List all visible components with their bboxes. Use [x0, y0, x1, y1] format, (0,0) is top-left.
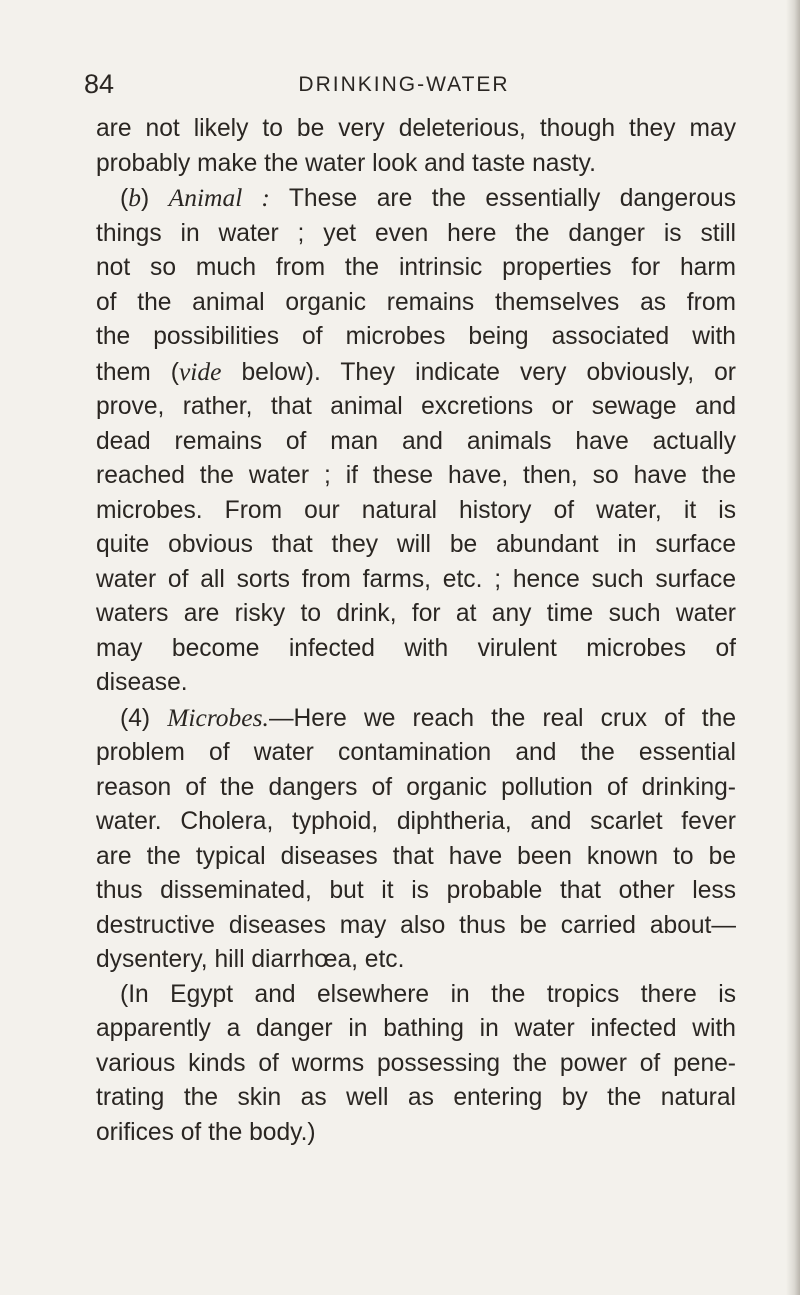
text-line [96, 701, 736, 737]
text-line [96, 736, 736, 771]
text-segment: below). They indicate very obviously, or [221, 358, 736, 386]
italic-text: Microbes. [167, 702, 269, 732]
text-segment: dead remains of man and animals have actually [96, 427, 736, 455]
text-segment: dysentery, hill diarrhœa, etc. [96, 946, 405, 973]
text-line [96, 597, 736, 632]
text-segment: apparently a danger in bathing in water infected with [96, 1015, 736, 1042]
text-line [96, 320, 736, 355]
text-segment: water. Cholera, typhoid, diphtheria, and scarlet fever [96, 808, 736, 835]
text-segment: problem of water contamination and the essential [96, 739, 736, 766]
text-line [96, 1081, 736, 1116]
text-segment: water of all sorts from farms, etc. ; hence such surface [96, 565, 736, 593]
text-segment: ( [120, 185, 129, 212]
text-line [96, 771, 736, 806]
text-line [96, 390, 736, 425]
text-segment: things in water ; yet even here the danger is still [96, 219, 736, 247]
text-segment: probably make the water look and taste nasty. [96, 149, 596, 177]
text-line [96, 666, 736, 701]
text-line [96, 528, 736, 563]
text-line [96, 112, 736, 147]
text-line [96, 805, 736, 840]
text-line [96, 425, 736, 460]
text-segment: reason of the dangers of organic pollution of drinking- [96, 773, 736, 801]
italic-text: vide [178, 356, 222, 386]
text-line [96, 286, 736, 321]
text-segment: various kinds of worms possessing the power of pene- [96, 1049, 736, 1077]
text-segment: ) [140, 185, 169, 212]
text-line [96, 978, 736, 1013]
text-segment: destructive diseases may also thus be carried about— [96, 911, 736, 939]
text-line [96, 494, 736, 529]
text-segment: (In Egypt and elsewhere in the tropics there is [120, 980, 736, 1008]
text-line [96, 251, 736, 286]
text-segment: trating the skin as well as entering by the natural [96, 1084, 736, 1111]
text-segment: are not likely to be very deleterious, though they may [96, 115, 736, 142]
text-segment: reached the water ; if these have, then, so have the [96, 462, 736, 489]
text-segment: orifices of the body.) [96, 1118, 316, 1146]
text-line [96, 147, 736, 182]
running-head: DRINKING-WATER [298, 73, 510, 96]
page-edge-shadow [786, 0, 800, 1295]
text-line [96, 943, 736, 978]
text-line [96, 1047, 736, 1082]
page-header [84, 68, 724, 100]
text-segment: waters are risky to drink, for at any time such water [96, 600, 736, 627]
text-segment: (4) [120, 704, 168, 732]
text-segment: them ( [96, 358, 179, 386]
text-line [96, 1012, 736, 1047]
text-segment: thus disseminated, but it is probable that other less [96, 877, 736, 904]
text-line [96, 874, 736, 909]
body-text [96, 112, 736, 1150]
text-segment: not so much from the intrinsic properties for harm [96, 254, 736, 281]
text-segment: of the animal organic remains themselves as from [96, 288, 736, 316]
text-line [96, 181, 736, 217]
text-line [96, 840, 736, 875]
text-segment: disease. [96, 669, 188, 696]
text-line [96, 1116, 736, 1151]
page-number: 84 [84, 69, 115, 99]
text-line [96, 217, 736, 252]
text-segment: microbes. From our natural history of water, it is [96, 496, 736, 524]
text-segment: —Here we reach the real crux of the [268, 704, 736, 732]
text-line [96, 563, 736, 598]
text-segment: prove, rather, that animal excretions or sewage and [96, 393, 736, 420]
text-segment: the possibilities of microbes being associated with [96, 323, 736, 350]
text-line [96, 355, 736, 391]
text-segment: are the typical diseases that have been known to be [96, 842, 736, 870]
text-line [96, 632, 736, 667]
italic-text: Animal : [168, 183, 270, 212]
text-line [96, 459, 736, 494]
text-segment: quite obvious that they will be abundant in surface [96, 531, 736, 558]
text-segment: may become infected with virulent microbes of [96, 634, 736, 662]
text-segment: These are the essentially dangerous [269, 185, 736, 212]
italic-text: b [128, 183, 141, 212]
text-line [96, 909, 736, 944]
